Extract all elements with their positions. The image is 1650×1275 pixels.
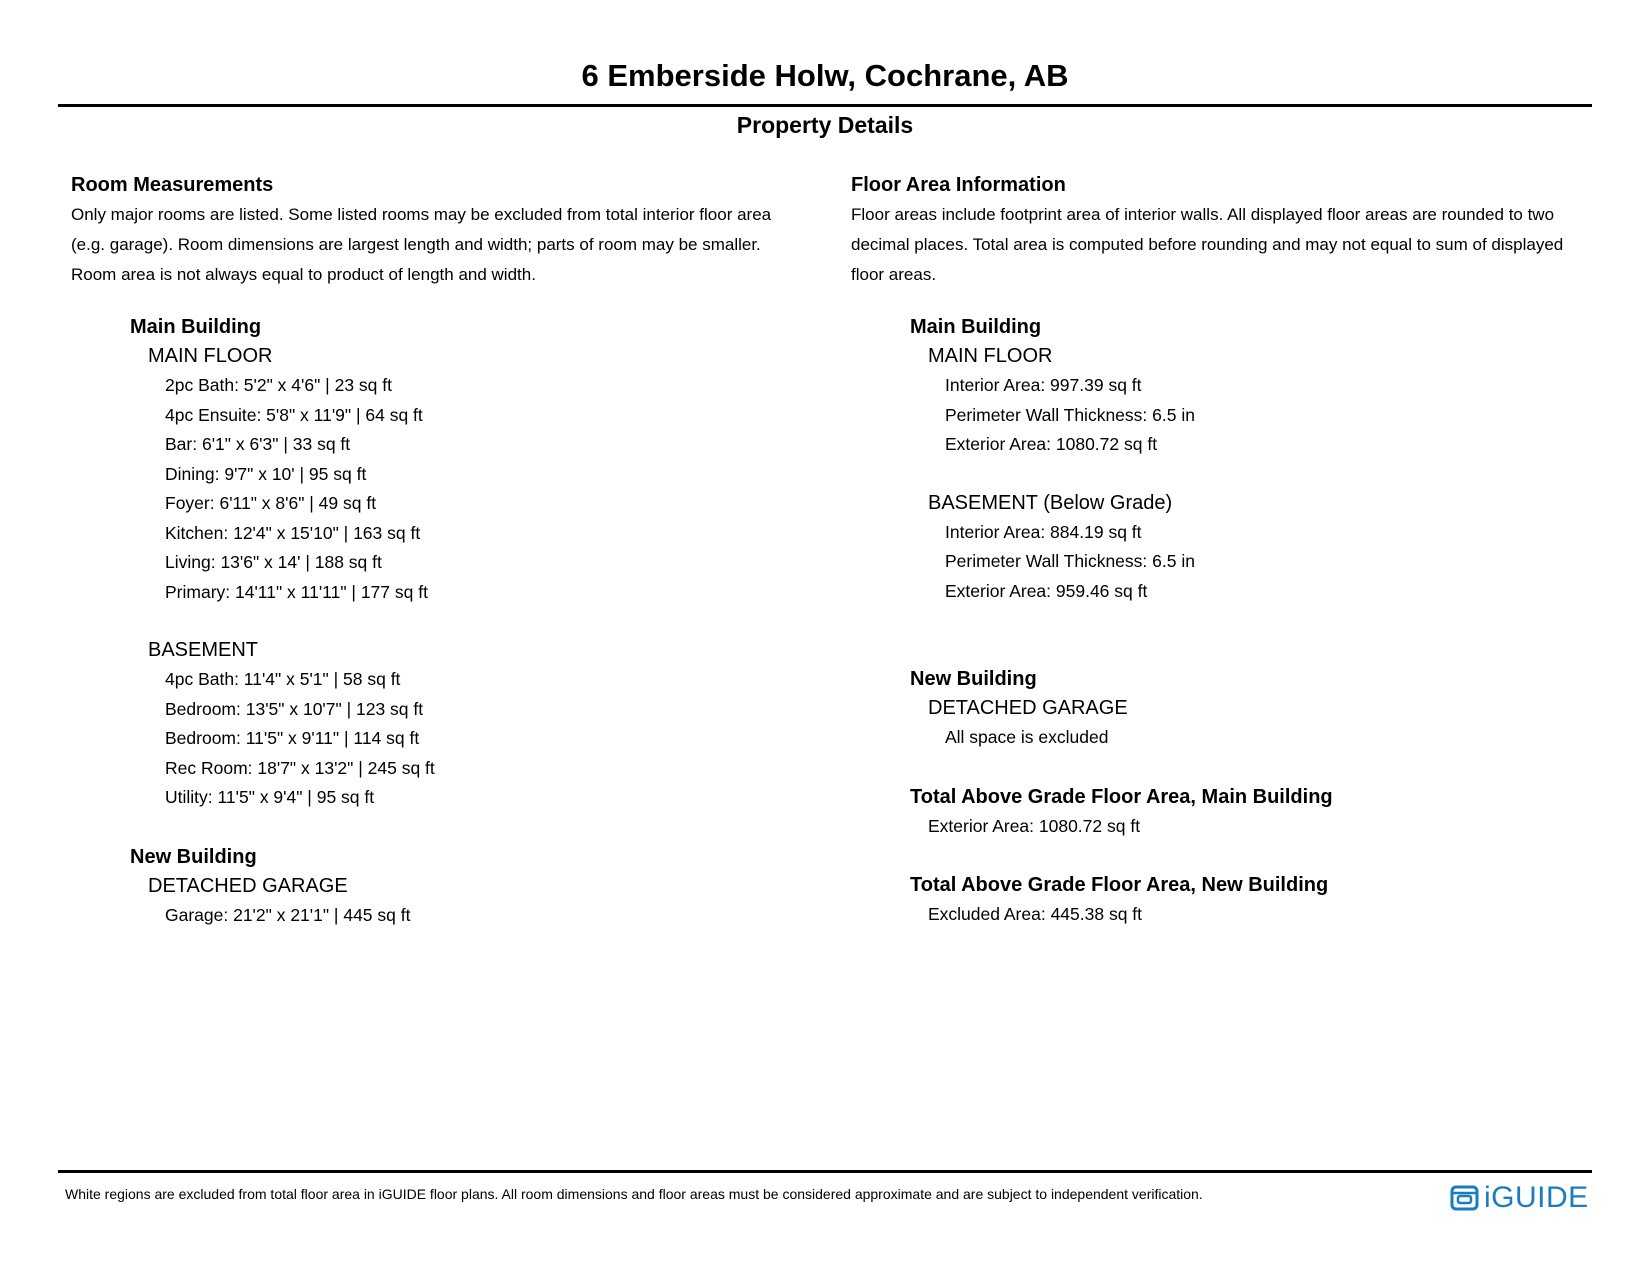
page-title: 6 Emberside Holw, Cochrane, AB: [581, 58, 1069, 93]
spacer: [851, 460, 1611, 489]
building-label: Main Building: [910, 316, 1042, 338]
room-measurements-section: [71, 170, 821, 930]
room-measurements-description-line: Only major rooms are listed. Some listed rooms may be excluded from total interior floor area: [71, 205, 772, 224]
spacer: [71, 813, 821, 842]
room-item: Kitchen: 12'4" x 15'10" | 163 sq ft: [165, 522, 421, 543]
area-item: All space is excluded: [945, 727, 1109, 747]
iguide-logo: [1450, 1180, 1589, 1216]
area-item: Exterior Area: 1080.72 sq ft: [945, 434, 1158, 454]
room-item: Rec Room: 18'7" x 13'2" | 245 sq ft: [165, 757, 435, 778]
total-new-value: Excluded Area: 445.38 sq ft: [928, 903, 1143, 924]
room-tree: [71, 312, 821, 930]
building-label: Main Building: [130, 316, 262, 338]
spacer: [71, 607, 821, 636]
building-label: New Building: [910, 668, 1037, 690]
floor-label: MAIN FLOOR: [928, 345, 1053, 367]
floor-area-heading: Floor Area Information: [851, 174, 1066, 196]
floor-area-description-line: decimal places. Total area is computed before rounding and may not equal to sum of displayed: [851, 235, 1564, 254]
area-item: Perimeter Wall Thickness: 6.5 in: [945, 551, 1195, 571]
total-main-value: Exterior Area: 1080.72 sq ft: [928, 815, 1141, 836]
room-measurements-description-line: (e.g. garage). Room dimensions are largest length and width; parts of room may be smaller.: [71, 235, 761, 254]
floor-area-section: [851, 170, 1611, 929]
room-item: 4pc Ensuite: 5'8" x 11'9" | 64 sq ft: [165, 404, 423, 425]
room-item: Living: 13'6" x 14' | 188 sq ft: [165, 552, 382, 572]
room-item: 2pc Bath: 5'2" x 4'6" | 23 sq ft: [165, 375, 392, 395]
iguide-logo-icon: [1450, 1184, 1480, 1212]
floor-label: BASEMENT (Below Grade): [928, 491, 1173, 514]
spacer: [851, 606, 1611, 664]
floor-label: BASEMENT: [148, 639, 259, 661]
header-divider: [58, 104, 1592, 107]
floor-area-description-line: Floor areas include footprint area of interior walls. All displayed floor areas are rounded to two: [851, 205, 1555, 224]
page-subtitle: Property Details: [736, 112, 914, 138]
area-item: Perimeter Wall Thickness: 6.5 in: [945, 404, 1195, 425]
floor-label: DETACHED GARAGE: [928, 697, 1128, 719]
building-label: New Building: [130, 845, 257, 868]
area-item: Interior Area: 884.19 sq ft: [945, 521, 1142, 542]
room-item: Dining: 9'7" x 10' | 95 sq ft: [165, 463, 367, 484]
room-item: Bar: 6'1" x 6'3" | 33 sq ft: [165, 434, 351, 454]
room-item: Bedroom: 11'5" x 9'11" | 114 sq ft: [165, 728, 420, 748]
iguide-logo-text: iGUIDE: [1484, 1181, 1589, 1214]
floor-label: DETACHED GARAGE: [148, 874, 348, 897]
floor-label: MAIN FLOOR: [148, 345, 273, 367]
area-item: Exterior Area: 959.46 sq ft: [945, 580, 1148, 601]
area-item: Interior Area: 997.39 sq ft: [945, 375, 1142, 395]
spacer: [851, 753, 1611, 782]
total-main-label: Total Above Grade Floor Area, Main Building: [910, 785, 1333, 808]
room-item: Foyer: 6'11" x 8'6" | 49 sq ft: [165, 493, 377, 513]
room-item: Primary: 14'11" x 11'11" | 177 sq ft: [165, 581, 428, 602]
room-item: Utility: 11'5" x 9'4" | 95 sq ft: [165, 787, 375, 807]
floor-area-tree: [851, 312, 1611, 929]
footer-disclaimer: White regions are excluded from total floor area in iGUIDE floor plans. All room dimensions and floor areas must be considered approximate and are subject to independent verification.: [65, 1186, 1203, 1202]
total-new-label: Total Above Grade Floor Area, New Building: [910, 873, 1329, 896]
room-measurements-heading: Room Measurements: [71, 174, 274, 196]
room-measurements-description-line: Room area is not always equal to product of length and width.: [71, 265, 536, 284]
room-item: 4pc Bath: 11'4" x 5'1" | 58 sq ft: [165, 669, 401, 689]
room-item: Bedroom: 13'5" x 10'7" | 123 sq ft: [165, 698, 424, 719]
room-item: Garage: 21'2" x 21'1" | 445 sq ft: [165, 904, 411, 925]
floor-area-description-line: floor areas.: [851, 265, 937, 284]
spacer: [851, 841, 1611, 870]
footer-divider: [58, 1170, 1592, 1173]
